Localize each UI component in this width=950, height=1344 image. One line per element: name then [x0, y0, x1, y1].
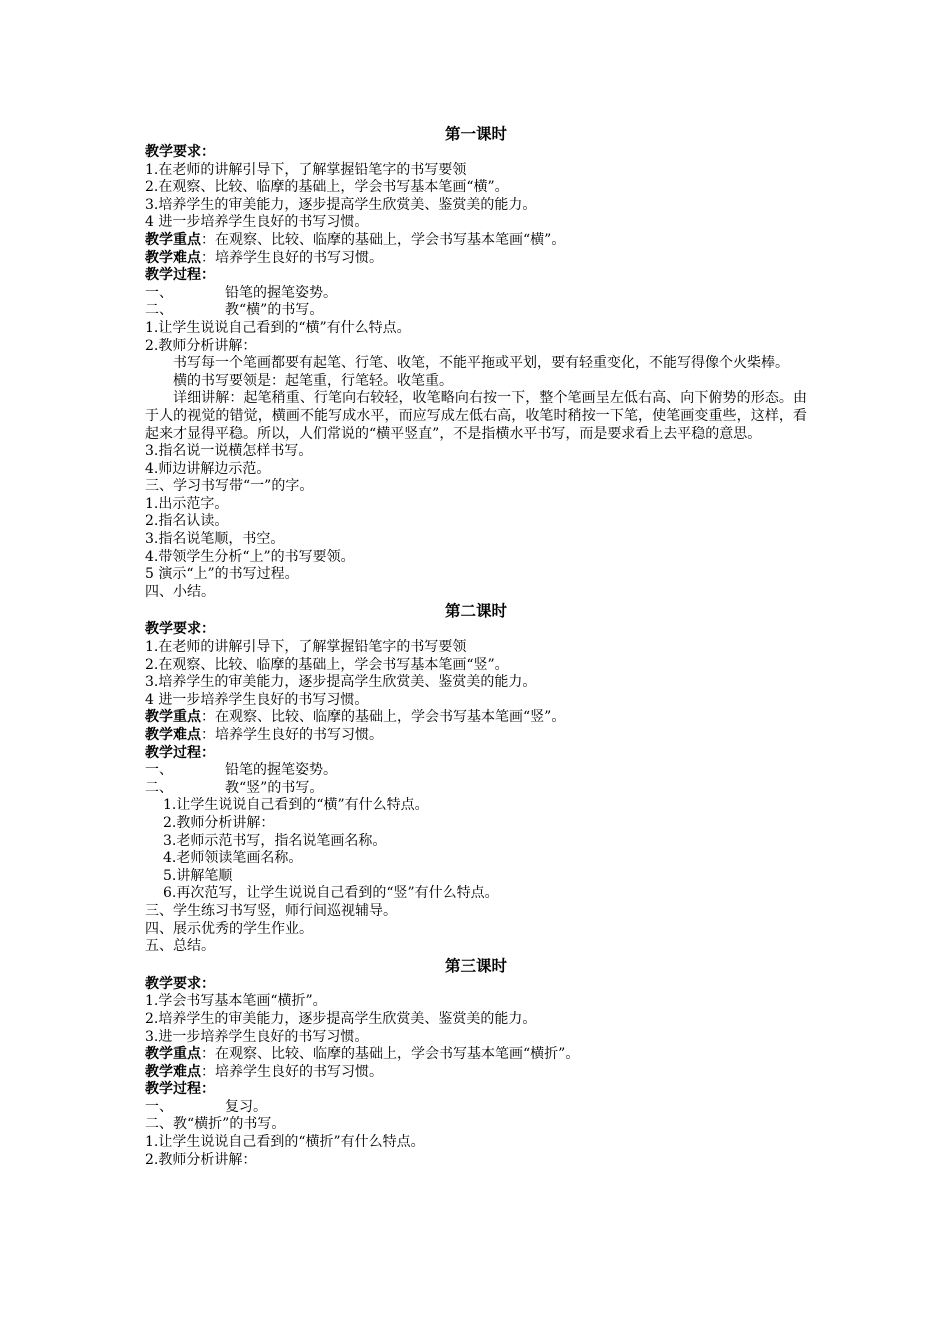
lesson-3-step-1 [145, 1099, 807, 1117]
lesson-2-substep: 3.老师示范书写，指名说笔画名称。 [163, 832, 387, 849]
key-point-text: ：在观察、比较、临摩的基础上，学会书写基本笔画“横”。 [201, 231, 566, 248]
lesson-3-requirement: 2.培养学生的审美能力，逐步提高学生欣赏美、鉴赏美的能力。 [145, 1010, 537, 1027]
difficulty-label: 教学难点 [145, 249, 201, 266]
lesson-2-substep: 1.让学生说说自己看到的“横”有什么特点。 [163, 797, 429, 814]
lesson-1-substep: 3.指名说一说横怎样书写。 [145, 443, 313, 460]
lesson-2-process-label: 教学过程： [145, 744, 215, 761]
lesson-1-substep: 2.指名认读。 [145, 513, 229, 530]
lesson-1-requirements-label: 教学要求： [145, 144, 215, 160]
step-number: 一、 [145, 762, 173, 779]
step-number: 一、 [145, 284, 173, 301]
lesson-2-substep: 4.老师领读笔画名称。 [163, 850, 303, 867]
lesson-1-requirement: 3.培养学生的审美能力，逐步提高学生欣赏美、鉴赏美的能力。 [145, 196, 537, 213]
lesson-1-requirement: 4 进一步培养学生良好的书写习惯。 [145, 214, 369, 231]
difficulty-text: ：培养学生良好的书写习惯。 [201, 727, 383, 743]
key-point-text: ：在观察、比较、临摩的基础上，学会书写基本笔画“横折”。 [201, 1046, 580, 1063]
lesson-1-substep: 4.带领学生分析“上”的书写要领。 [145, 548, 355, 565]
key-point-label: 教学重点 [145, 709, 201, 726]
lesson-1-requirement: 2.在观察、比较、临摩的基础上，学会书写基本笔画“横”。 [145, 179, 509, 196]
lesson-2-substep: 5.讲解笔顺 [163, 867, 233, 884]
lesson-3-key-point [145, 1046, 807, 1064]
lesson-1-substep: 1.出示范字。 [145, 495, 229, 512]
key-point-text: ：在观察、比较、临摩的基础上，学会书写基本笔画“竖”。 [201, 709, 566, 726]
lesson-2-requirements-label: 教学要求： [145, 621, 215, 638]
lesson-1-substep: 1.让学生说说自己看到的“横”有什么特点。 [145, 319, 411, 336]
lesson-3-requirement: 1.学会书写基本笔画“横折”。 [145, 993, 327, 1010]
lesson-1-key-point [145, 232, 807, 250]
lesson-2-requirement: 2.在观察、比较、临摩的基础上，学会书写基本笔画“竖”。 [145, 656, 509, 673]
difficulty-text: ：培养学生良好的书写习惯。 [201, 249, 383, 266]
lesson-2-requirement: 4 进一步培养学生良好的书写习惯。 [145, 691, 369, 708]
lesson-1-paragraph: 详细讲解：起笔稍重、行笔向右较轻，收笔略向右按一下，整个笔画呈左低右高、向下俯势的形态。由于人的视觉的错觉，横画不能写成水平，而应写成左低右高，收笔时稍按一下笔，使笔画变重些，这样，看起来才显得平稳。所以，人们常说的“横平竖直”，不是指横水平书写，而是要求看上去平稳的意思。 [145, 390, 807, 442]
lesson-1-paragraph: 横的书写要领是：起笔重，行笔轻。收笔重。 [173, 372, 453, 389]
lesson-2 [145, 601, 807, 955]
lesson-1-substep: 5 演示“上”的书写过程。 [145, 566, 299, 583]
lesson-1-paragraph: 书写每一个笔画都要有起笔、行笔、收笔，不能平拖或平划，要有轻重变化，不能写得像个火柴棒。 [173, 355, 789, 372]
lesson-1-step-2 [145, 302, 807, 320]
lesson-2-step-4: 四、展示优秀的学生作业。 [145, 920, 313, 937]
step-number: 一、 [145, 1098, 173, 1115]
step-text: 铅笔的握笔姿势。 [225, 284, 337, 301]
lesson-2-step-3: 三、学生练习书写竖，师行间巡视辅导。 [145, 902, 397, 919]
lesson-2-title: 第二课时 [444, 601, 507, 621]
lesson-1-step-4: 四、小结。 [145, 583, 215, 600]
lesson-2-requirement: 1.在老师的讲解引导下，了解掌握铅笔字的书写要领 [145, 639, 467, 656]
document-page [145, 124, 807, 1169]
step-number: 二、 [145, 779, 173, 796]
lesson-3-title: 第三课时 [444, 955, 507, 975]
difficulty-text: ：培养学生良好的书写习惯。 [201, 1063, 383, 1080]
lesson-2-step-5: 五、总结。 [145, 938, 215, 955]
lesson-2-key-point [145, 709, 807, 727]
lesson-1 [145, 124, 807, 601]
step-number: 二、 [145, 302, 173, 319]
lesson-2-step-1 [145, 762, 807, 780]
lesson-1-substep: 4.师边讲解边示范。 [145, 460, 271, 477]
lesson-1-requirement: 1.在老师的讲解引导下，了解掌握铅笔字的书写要领 [145, 161, 467, 178]
lesson-2-difficulty [145, 727, 807, 745]
lesson-1-substep: 2.教师分析讲解： [145, 337, 257, 354]
lesson-2-step-2 [145, 780, 807, 798]
lesson-3-requirement: 3.进一步培养学生良好的书写习惯。 [145, 1028, 369, 1045]
difficulty-label: 教学难点 [145, 727, 201, 743]
lesson-3-step-2: 二、教“横折”的书写。 [145, 1116, 286, 1133]
lesson-3-process-label: 教学过程： [145, 1081, 215, 1098]
lesson-1-step-3: 三、学习书写带“一”的字。 [145, 478, 314, 495]
lesson-2-requirement: 3.培养学生的审美能力，逐步提高学生欣赏美、鉴赏美的能力。 [145, 674, 537, 691]
lesson-1-substep: 3.指名说笔顺，书空。 [145, 531, 285, 548]
difficulty-label: 教学难点 [145, 1063, 201, 1080]
lesson-3-substep: 2.教师分析讲解： [145, 1151, 257, 1168]
lesson-3-requirements-label: 教学要求： [145, 975, 215, 992]
key-point-label: 教学重点 [145, 1046, 201, 1063]
step-text: 教“竖”的书写。 [225, 779, 324, 796]
lesson-1-step-1 [145, 285, 807, 303]
lesson-1-process-label: 教学过程： [145, 267, 215, 284]
lesson-3-substep: 1.让学生说说自己看到的“横折”有什么特点。 [145, 1134, 425, 1151]
lesson-1-difficulty [145, 250, 807, 268]
key-point-label: 教学重点 [145, 231, 201, 248]
lesson-1-title: 第一课时 [444, 124, 507, 143]
step-text: 铅笔的握笔姿势。 [225, 762, 337, 779]
step-text: 教“横”的书写。 [225, 302, 324, 319]
lesson-2-substep: 6.再次范写，让学生说说自己看到的“竖”有什么特点。 [163, 885, 499, 902]
lesson-3 [145, 956, 807, 1170]
lesson-2-substep: 2.教师分析讲解： [163, 814, 275, 831]
lesson-3-difficulty [145, 1064, 807, 1082]
step-text: 复习。 [225, 1098, 267, 1115]
